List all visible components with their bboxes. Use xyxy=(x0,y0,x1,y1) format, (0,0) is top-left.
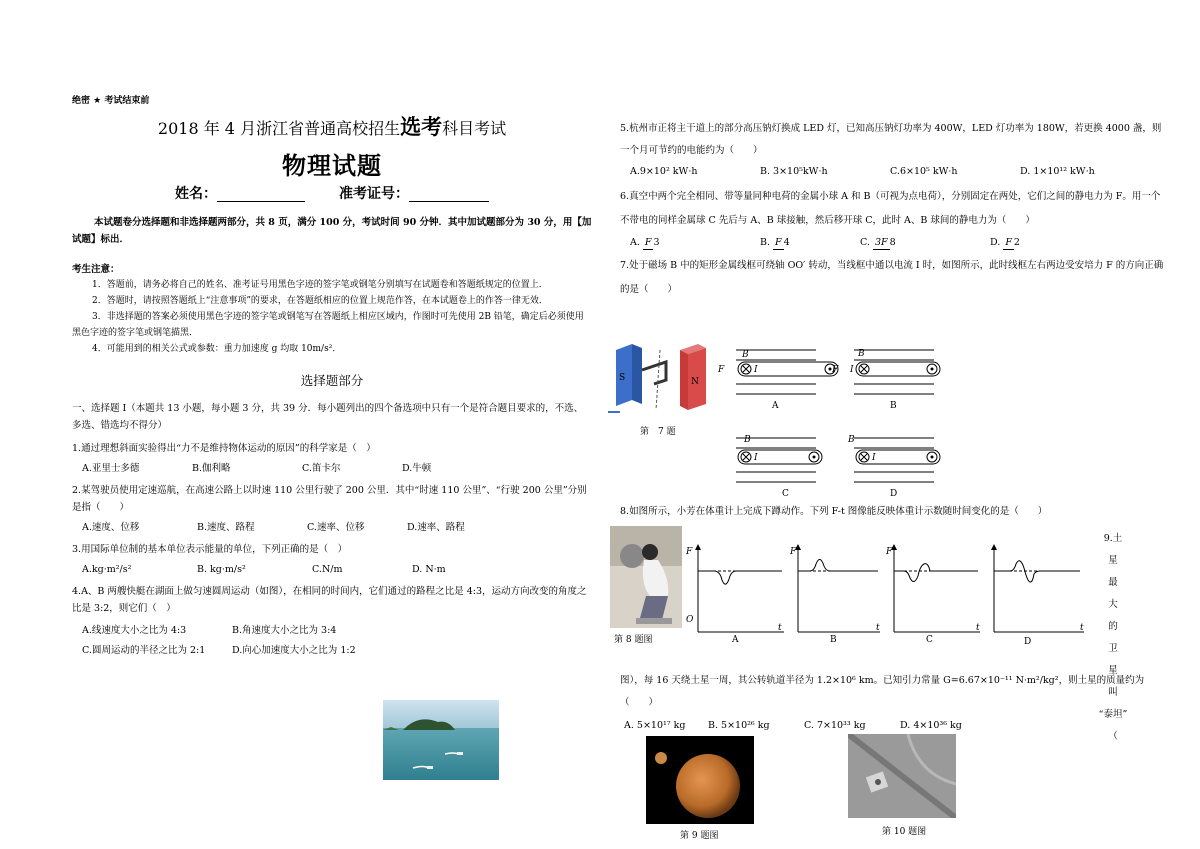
graph-label: A xyxy=(732,635,739,645)
axis-f: F xyxy=(790,547,797,557)
exam-title-pre: 2018 年 4 月浙江省普通高校招生 xyxy=(157,119,401,138)
question-3-options xyxy=(72,562,592,577)
option[interactable]: D.牛顿 xyxy=(402,463,432,474)
id-label: 准考证号： xyxy=(339,186,409,202)
current-label: I xyxy=(754,365,758,375)
ft-graph-c[interactable] xyxy=(885,544,980,645)
fraction xyxy=(1003,235,1020,250)
option[interactable]: A. 5×10¹⁷ kg xyxy=(624,720,686,731)
saturn-titan-photo xyxy=(646,736,754,824)
option-d[interactable] xyxy=(990,235,1023,250)
axis-t: t xyxy=(778,623,782,633)
question-8: 8.如图所示，小芳在体重计上完成下蹲动作。下列 F-t 图像能反映体重计示数随时间变化的是（ ） xyxy=(620,506,1048,517)
option-c[interactable] xyxy=(860,235,990,250)
option[interactable]: C.N/m xyxy=(312,564,343,575)
field-label: B xyxy=(742,350,749,360)
force-label: F xyxy=(718,365,725,375)
question-2: 2.某驾驶员使用定速巡航，在高速公路上以时速 110 公里行驶了 200 公里．其中“时速 110 公里”、“行驶 200 公里”分别是指（ ） xyxy=(72,485,587,513)
question-1-options xyxy=(72,461,592,476)
option[interactable]: A.速度、位移 xyxy=(82,522,140,533)
option[interactable]: D. N·m xyxy=(412,564,446,575)
option-label: D. xyxy=(990,237,1001,248)
q7-options-figure xyxy=(716,340,946,500)
q9-side-text xyxy=(1096,528,1130,748)
q8-squat-photo xyxy=(610,526,682,628)
q8-ft-graphs xyxy=(684,540,1094,650)
option[interactable]: A.线速度大小之比为 4:3 xyxy=(82,625,187,636)
option-a[interactable] xyxy=(630,235,760,250)
note-item: 1．答题前，请务必将自己的姓名、准考证号用黑色字迹的签字笔或钢笔分别填写在试题卷和答题纸规定的位置上． xyxy=(92,280,548,290)
ft-graph-d[interactable] xyxy=(991,544,1084,647)
graph-label: B xyxy=(830,635,837,645)
lake-boats-photo xyxy=(383,700,499,780)
option-label: C xyxy=(782,489,789,499)
magnet-s-label: S xyxy=(619,373,626,383)
option[interactable]: C.6×10⁵ kW·h xyxy=(890,166,958,177)
q10-photo xyxy=(848,734,956,818)
fraction-numerator: F xyxy=(644,237,652,248)
candidate-info xyxy=(72,187,592,202)
option-label: C. xyxy=(860,237,870,248)
field-label: B xyxy=(858,349,865,359)
option[interactable]: A.亚里士多德 xyxy=(82,463,140,474)
force-label: F xyxy=(832,365,839,375)
option[interactable]: D.速率、路程 xyxy=(407,522,465,533)
option[interactable]: B. 3×10⁵kW·h xyxy=(760,166,828,177)
name-label: 姓名： xyxy=(175,186,217,202)
option[interactable]: D. 4×10³⁶ kg xyxy=(900,720,962,731)
current-label: I xyxy=(872,453,876,463)
axis-t: t xyxy=(876,623,880,633)
q7-option-b[interactable] xyxy=(849,349,940,411)
fraction-numerator: F xyxy=(1005,237,1012,248)
option[interactable]: D.向心加速度大小之比为 1:2 xyxy=(232,645,356,656)
question-5: 5.杭州市正将主干道上的部分高压钠灯换成 LED 灯，已知高压钠灯功率为 400W，LED 灯功率为 180W，若更换 4000 盏，则一个月可节约的电能约为（ ） xyxy=(620,123,1162,156)
option-label: A xyxy=(772,401,779,411)
current-label: I xyxy=(850,365,854,375)
fraction xyxy=(873,235,896,250)
q10-caption: 第 10 题图 xyxy=(882,827,927,837)
option[interactable]: B. 5×10²⁶ kg xyxy=(708,720,770,731)
question-6: 6.真空中两个完全相同、带等量同种电荷的金属小球 A 和 B（可视为点电荷），分别固定在两处，它们之间的静电力为 F。用一个不带电的同样金属球 C 先后与 A、B 球接触，然后移开球 C，此时 A、B 球间的静电力为（ ） xyxy=(620,191,1161,226)
q9-side-char: 星 xyxy=(1108,665,1118,676)
field-label: B xyxy=(744,435,751,445)
note-item: 4．可能用到的相关公式或参数：重力加速度 g 均取 10m/s²． xyxy=(92,344,342,354)
q7-option-a[interactable] xyxy=(717,350,839,411)
axis-t: t xyxy=(976,623,980,633)
option-b[interactable] xyxy=(760,235,860,250)
notes-title: 考生注意： xyxy=(72,264,120,275)
option[interactable]: B.速度、路程 xyxy=(197,522,255,533)
q7-option-c[interactable] xyxy=(736,435,822,499)
q9-side-char: （ xyxy=(1108,731,1118,742)
option[interactable]: C.笛卡尔 xyxy=(302,463,341,474)
question-1: 1.通过理想斜面实验得出“力不是维持物体运动的原因”的科学家是（ ） xyxy=(72,443,376,454)
option[interactable]: C.圆周运动的半径之比为 2:1 xyxy=(82,645,206,656)
fraction-numerator: F xyxy=(775,237,782,248)
option-label: D xyxy=(890,489,898,499)
graph-label: D xyxy=(1024,637,1032,647)
exam-title-post: 科目考试 xyxy=(442,119,507,138)
option-label: B xyxy=(890,401,897,411)
exam-title xyxy=(72,114,592,139)
question-5-options xyxy=(620,164,1165,179)
q7-option-d[interactable] xyxy=(847,435,940,499)
question-4: 4.A、B 两艘快艇在湖面上做匀速圆周运动（如图），在相同的时间内，它们通过的路程之比是 4:3，运动方向改变的角度之比是 3:2，则它们（ ） xyxy=(72,586,587,614)
note-item: 2．答题时，请按照答题纸上“注意事项”的要求，在答题纸相应的位置上规范作答，在本试题卷上的作答一律无效． xyxy=(92,296,548,306)
question-4-body xyxy=(72,617,592,665)
option[interactable]: A.9×10² kW·h xyxy=(630,166,698,177)
q9-side-char: 大 xyxy=(1108,599,1118,610)
fraction xyxy=(643,235,660,250)
fraction-denominator: 4 xyxy=(783,237,790,248)
q9-side-char: 叫 xyxy=(1108,687,1118,698)
option[interactable]: B.伽利略 xyxy=(192,463,231,474)
q9-side-char: 卫 xyxy=(1108,643,1118,654)
confidential-mark: 绝密 ★ 考试结束前 xyxy=(72,96,150,106)
option-label: B. xyxy=(760,237,771,248)
option[interactable]: D. 1×10¹² kW·h xyxy=(1020,166,1095,177)
axis-f: F xyxy=(886,547,893,557)
q9-side-char: 的 xyxy=(1108,621,1118,632)
fraction-denominator: 8 xyxy=(889,237,896,248)
q9-side-char: 9.土 xyxy=(1103,533,1123,544)
question-9-options xyxy=(614,720,962,731)
question-6-options xyxy=(620,235,1165,250)
option[interactable]: B. kg·m/s² xyxy=(197,564,246,575)
left-column xyxy=(72,94,592,665)
name-blank[interactable] xyxy=(217,187,305,202)
question-3: 3.用国际单位制的基本单位表示能量的单位，下列正确的是（ ） xyxy=(72,544,348,555)
q9-side-char: 星 xyxy=(1108,555,1118,566)
q9-side-char: “泰坦” xyxy=(1098,709,1128,720)
fraction-numerator: 3F xyxy=(874,237,888,248)
section-title: 选择题部分 xyxy=(300,373,364,388)
q7-magnet-figure xyxy=(606,340,716,418)
question-9: 图），每 16 天绕土星一周，其公转轨道半径为 1.2×10⁶ km。已知引力常量 G=6.67×10⁻¹¹ N·m²/kg²，则土星的质量约为（ ） xyxy=(620,675,1145,708)
fraction-denominator: 2 xyxy=(1013,237,1020,248)
ft-graph-b[interactable] xyxy=(789,544,880,645)
part1-header: 一、选择题 Ⅰ（本题共 13 小题，每小题 3 分，共 39 分．每小题列出的四个备选项中只有一个是符合题目要求的，不选、多选、错选均不得分） xyxy=(72,403,584,431)
q9-side-char: 最 xyxy=(1108,577,1118,588)
right-column xyxy=(620,118,1165,302)
option[interactable]: C. 7×10³³ kg xyxy=(804,720,866,731)
fraction-denominator: 3 xyxy=(653,237,660,248)
ft-graph-a[interactable] xyxy=(685,544,784,645)
intro-text: 本试题卷分选择题和非选择题两部分，共 8 页，满分 100 分，考试时间 90 分钟．其中加试题部分为 30 分，用【加试题】标出． xyxy=(72,217,592,245)
current-label: I xyxy=(754,453,758,463)
question-2-options xyxy=(72,520,592,535)
option[interactable]: A.kg·m²/s² xyxy=(82,564,132,575)
exam-title-highlight: 选考 xyxy=(400,114,443,139)
option[interactable]: C.速率、位移 xyxy=(307,522,365,533)
axis-t: t xyxy=(1080,623,1084,633)
graph-label: C xyxy=(926,635,933,645)
axis-origin: O xyxy=(686,615,694,625)
q9-caption: 第 9 题图 xyxy=(680,831,719,841)
field-label: B xyxy=(848,435,855,445)
note-item: 3．非选择题的答案必须使用黑色字迹的签字笔或钢笔写在答题纸上相应区域内，作图时可先使用 2B 铅笔，确定后必须使用黑色字迹的签字笔或钢笔描黑． xyxy=(72,312,584,338)
option-label: A. xyxy=(630,237,640,248)
paper-subtitle: 物理试题 xyxy=(282,151,382,180)
id-blank[interactable] xyxy=(409,187,489,202)
fraction xyxy=(773,235,790,250)
option[interactable]: B.角速度大小之比为 3:4 xyxy=(232,625,337,636)
q8-caption: 第 8 题图 xyxy=(614,635,653,645)
magnet-n-label: N xyxy=(691,377,699,387)
q7-caption: 第 7 题 xyxy=(640,427,676,437)
question-7: 7.处于磁场 B 中的矩形金属线框可绕轴 OO′ 转动，当线框中通以电流 I 时，如图所示，此时线框左右两边受安培力 F 的方向正确的是（ ） xyxy=(620,260,1164,295)
axis-f: F xyxy=(686,547,693,557)
